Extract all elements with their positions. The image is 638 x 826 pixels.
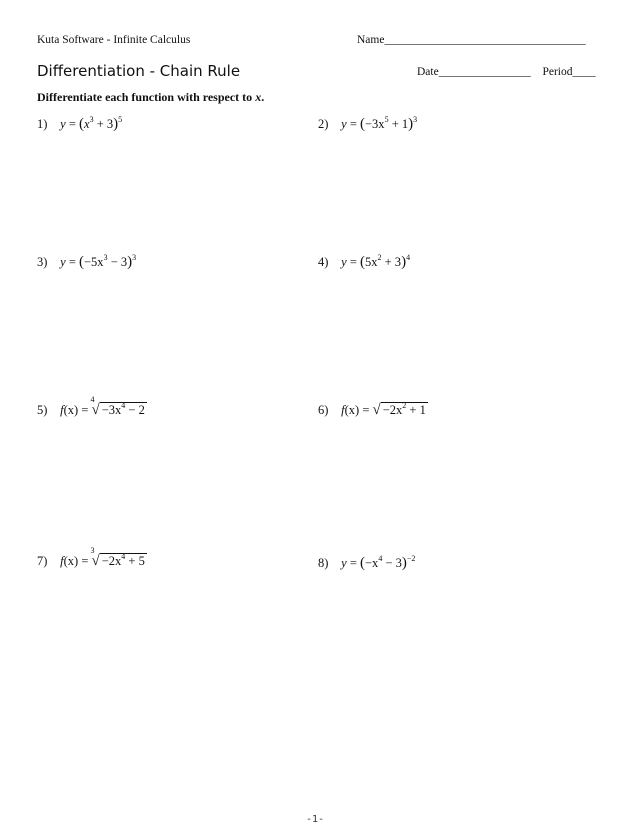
problem-number: 1): [37, 117, 48, 131]
problem-number: 6): [318, 403, 329, 417]
radical: √ $-2x^2 + 1$: [372, 400, 426, 418]
period-label: Period: [542, 66, 573, 78]
instructions: Differentiate each function with respect to x.: [37, 90, 265, 104]
problem-number: 7): [37, 554, 48, 568]
radical: 3 √ $-2x^4 + 5$: [90, 546, 145, 569]
page-title: Differentiation - Chain Rule: [37, 62, 241, 80]
page-number: -1-: [306, 814, 325, 825]
problem-1: 1) $y = (x^3 + 3)^5$: [37, 114, 123, 132]
radical: 4 √ $-3x^4 - 2$: [90, 395, 145, 418]
name-blank: ___________________________________: [384, 34, 586, 46]
problem-8: 8) $y = (-x^4 - 3)^{-2}$: [318, 553, 416, 571]
period-blank: ____: [572, 66, 596, 78]
date-blank: ________________: [438, 66, 531, 78]
problem-5: 5) f(x) = 4 √ $-3x^4 - 2$: [37, 395, 145, 418]
problem-6: 6) f(x) = √ $-2x^2 + 1$: [318, 400, 426, 418]
date-field[interactable]: [417, 66, 596, 78]
date-label: Date: [417, 66, 439, 78]
problem-number: 8): [318, 556, 329, 570]
name-label: Name: [357, 34, 385, 46]
name-field[interactable]: [357, 34, 586, 46]
problem-2: 2) $y = (-3x^5 + 1)^3$: [318, 114, 418, 132]
problem-4: 4) $y = (5x^2 + 3)^4$: [318, 252, 411, 270]
problem-number: 4): [318, 255, 329, 269]
problem-7: 7) f(x) = 3 √ $-2x^4 + 5$: [37, 546, 145, 569]
problem-number: 3): [37, 255, 48, 269]
software-label: Kuta Software - Infinite Calculus: [37, 34, 191, 46]
problem-number: 5): [37, 403, 48, 417]
problem-number: 2): [318, 117, 329, 131]
problem-3: 3) $y = (-5x^3 - 3)^3$: [37, 252, 137, 270]
